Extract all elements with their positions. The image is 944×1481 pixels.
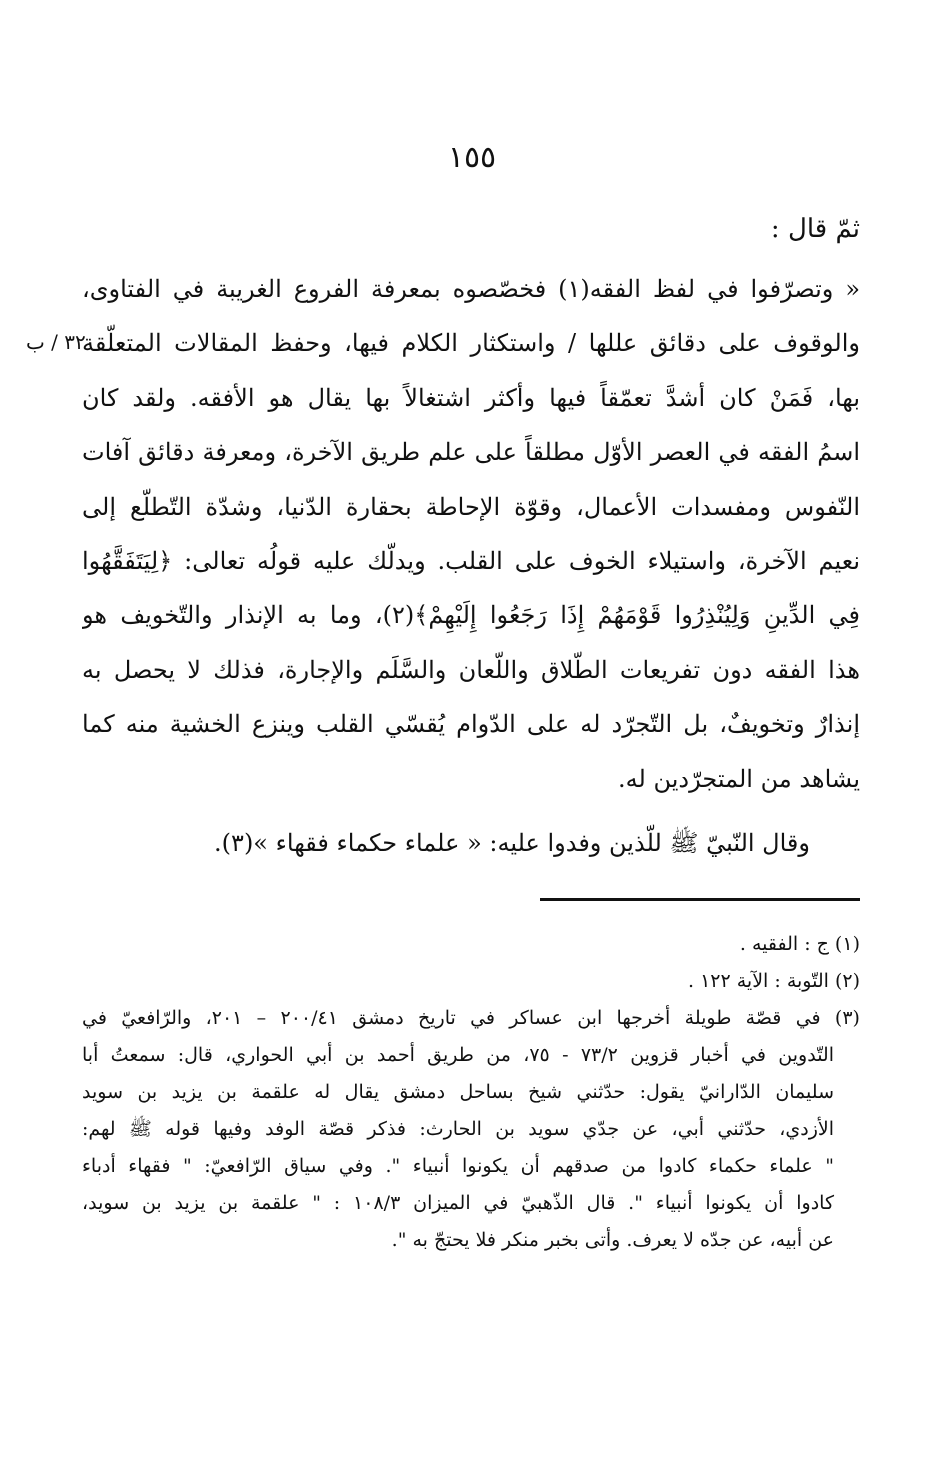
paragraph-line: اسمُ الفقه في العصر الأوّل مطلقاً على علم طريق الآخرة، ومعرفة دقائق آفات (82, 438, 860, 467)
paragraph-line: « وتصرّفوا في لفظ الفقه(١) فخصّصوه بمعرفة الفروع الغريبة في الفتاوى، (82, 275, 860, 303)
intro-line: ثمّ قال : (770, 214, 860, 244)
paragraph-line: نعيم الآخرة، واستيلاء الخوف على القلب. ويدلّك عليه قولُه تعالى: ﴿لِيَتَفَقَّهُوا (82, 547, 860, 576)
footnote-1: (١) ج : الفقيه . (739, 933, 860, 955)
footnote-line: عن أبيه، عن جدّه لا يعرف. وأتى بخبر منكر فلا يحتجّ به ". (391, 1229, 834, 1251)
paragraph-line: النّفوس ومفسدات الأعمال، وقوّة الإحاطة بحقارة الدّنيا، وشدّة التّطلّع إلى (82, 492, 860, 521)
main-paragraph (82, 262, 860, 806)
paragraph-line: هذا الفقه دون تفريعات الطّلاق واللّعان والسَّلَم والإجارة، فذلك لا يحصل به (82, 655, 860, 684)
footnote-2: (٢) التّوبة : الآية ١٢٢ . (687, 970, 860, 992)
footnote-line: (٣) في قصّة طويلة أخرجها ابن عساكر في تاريخ دمشق ٢٠٠/٤١ – ٢٠١، والرّافعيّ في (82, 1007, 860, 1029)
footnote-divider (540, 898, 860, 901)
page-number: ١٥٥ (447, 140, 497, 175)
margin-folio-reference: ٣٢ / ب (26, 330, 86, 354)
footnote-line: التّدوين في أخبار قزوين ٧٣/٢ - ٧٥، من طريق أحمد بن أبي الحواري، قال: سمعتُ أبا (82, 1044, 835, 1066)
closing-paragraph: وقال النّبيّ ﷺ للّذين وفدوا عليه: « علماء حكماء فقهاء »(٣). (214, 829, 810, 857)
paragraph-line: والوقوف على دقائق عللها / واستكثار الكلام فيها، وحفظ المقالات المتعلّقة (82, 329, 860, 358)
paragraph-line: يشاهد من المتجرّدين له. (618, 764, 860, 793)
paragraph-line: إنذارٌ وتخويفٌ، بل التّجرّد له على الدّوام يُقسّي القلب وينزع الخشية منه كما (82, 710, 860, 739)
footnote-3 (82, 1000, 860, 1259)
footnote-line: كادوا أن يكونوا أنبياء ". قال الذّهبيّ في الميزان ١٠٨/٣ : " علقمة بن يزيد بن سويد، (82, 1192, 834, 1214)
footnote-line: الأزدي، حدّثني أبي، عن جدّي سويد بن الحارث: فذكر قصّة الوفد وفيها قوله ﷺ لهم: (82, 1118, 834, 1140)
paragraph-line: بها، فَمَنْ كان أشدَّ تعمّقاً فيها وأكثر اشتغالاً بها يقال هو الأفقه. ولقد كان (82, 383, 860, 412)
footnote-line: " علماء حكماء كادوا من صدقهم أن يكونوا أنبياء ". وفي سياق الرّافعيّ: " فقهاء أدباء (82, 1155, 834, 1177)
paragraph-line: فِي الدِّينِ وَلِيُنْذِرُوا قَوْمَهُمْ إِذَا رَجَعُوا إِلَيْهِمْ﴾(٢)، وما به الإنذار والتّخويف هو (82, 601, 860, 630)
footnotes (82, 926, 860, 1259)
footnote-line: سليمان الدّارانيّ يقول: حدّثني شيخ بساحل دمشق يقال له علقمة بن يزيد بن سويد (82, 1081, 834, 1103)
